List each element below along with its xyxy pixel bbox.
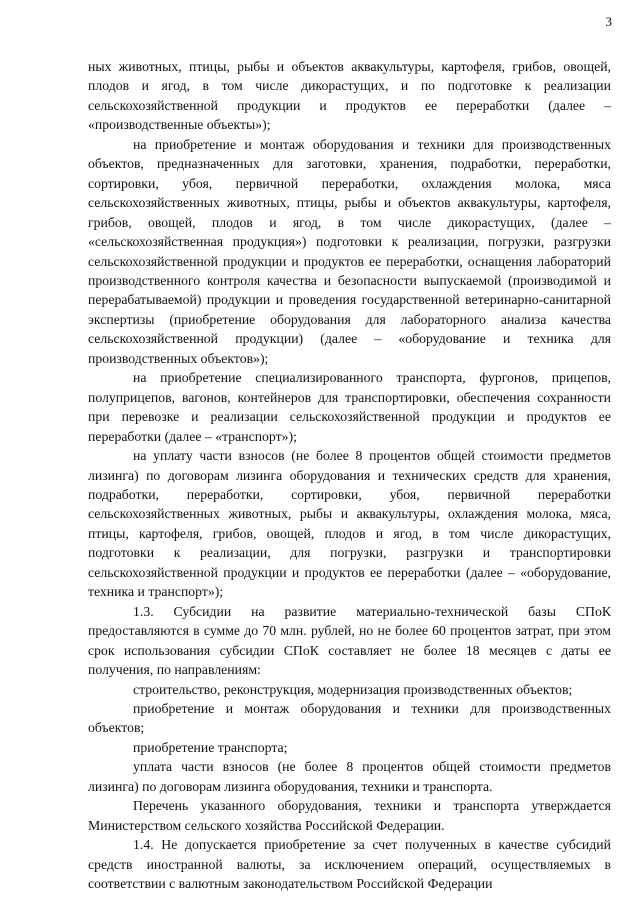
document-body (88, 57, 611, 893)
paragraph: приобретение и монтаж оборудования и техники для производственных объектов; (88, 700, 611, 736)
paragraph: на приобретение и монтаж оборудования и техники для производственных объектов, предназначенных для заготовки, хранения, подработки, переработки, сортировки, убоя, первичной переработки, охлаждения молока, мяса сельскохозяйственных животных, птицы, рыбы и объектов аквакультуры, картофеля, грибов, овощей, плодов и ягод, в том числе дикорастущих, (далее – «сельскохозяйственная продукция») подготовки к реализации, погрузки, разгрузки сельскохозяйственной продукции и продуктов ее переработки, оснащения лабораторий производственного контроля качества и безопасности выпускаемой (производимой и перерабатываемой) продукции и проведения государственной ветеринарно-санитарной экспертизы (приобретение оборудования для лабораторного анализа качества сельскохозяйственной продукции) (далее – «оборудование и техника для производственных объектов»); (88, 136, 611, 366)
paragraph: 1.4. Не допускается приобретение за счет полученных в качестве субсидий средств иностранной валюты, за исключением операций, осуществляемых в соответствии с валютным законодательством Российской Федерации (88, 837, 611, 892)
paragraph: уплата части взносов (не более 8 процентов общей стоимости предметов лизинга) по договорам лизинга оборудования, техники и транспорта. (88, 759, 611, 794)
paragraph: на уплату части взносов (не более 8 процентов общей стоимости предметов лизинга) по договорам лизинга оборудования и технических средств для хранения, подработки, переработки, сортировки, убоя, первичной переработки сельскохозяйственных животных, рыбы и аквакультуры, охлаждения молока, мяса, птицы, картофеля, грибов, овощей, плодов и ягод, в том числе дикорастущих, подготовки к реализации, для погрузки, разгрузки и транспортировки сельскохозяйственной продукции и продуктов ее переработки (далее – «оборудование, техника и транспорт»); (88, 448, 611, 600)
paragraph: 1.3. Субсидии на развитие материально-технической базы СПоК предоставляются в сумме до 70 млн. рублей, но не более 60 процентов затрат, при этом срок использования субсидии СПоК составляет не более 18 месяцев с даты ее получения, по направлениям: (88, 603, 611, 678)
page-number: 3 (605, 14, 612, 29)
paragraph: на приобретение специализированного транспорта, фургонов, прицепов, полуприцепов, вагонов, контейнеров для транспортировки, обеспечения сохранности при перевозке и реализации сельскохозяйственной продукции и продуктов ее переработки (далее – «транспорт»); (88, 370, 611, 444)
paragraph: приобретение транспорта; (133, 739, 288, 755)
paragraph: ных животных, птицы, рыбы и объектов аквакультуры, картофеля, грибов, овощей, плодов и ягод, в том числе дикорастущих, и по подготовке к реализации сельскохозяйственной продукции и продуктов ее переработки (далее – «производственные объекты»); (88, 59, 611, 133)
paragraph: строительство, реконструкция, модернизация производственных объектов; (133, 681, 573, 697)
paragraph: Перечень указанного оборудования, техники и транспорта утверждается Министерством сельского хозяйства Российской Федерации. (88, 798, 611, 833)
